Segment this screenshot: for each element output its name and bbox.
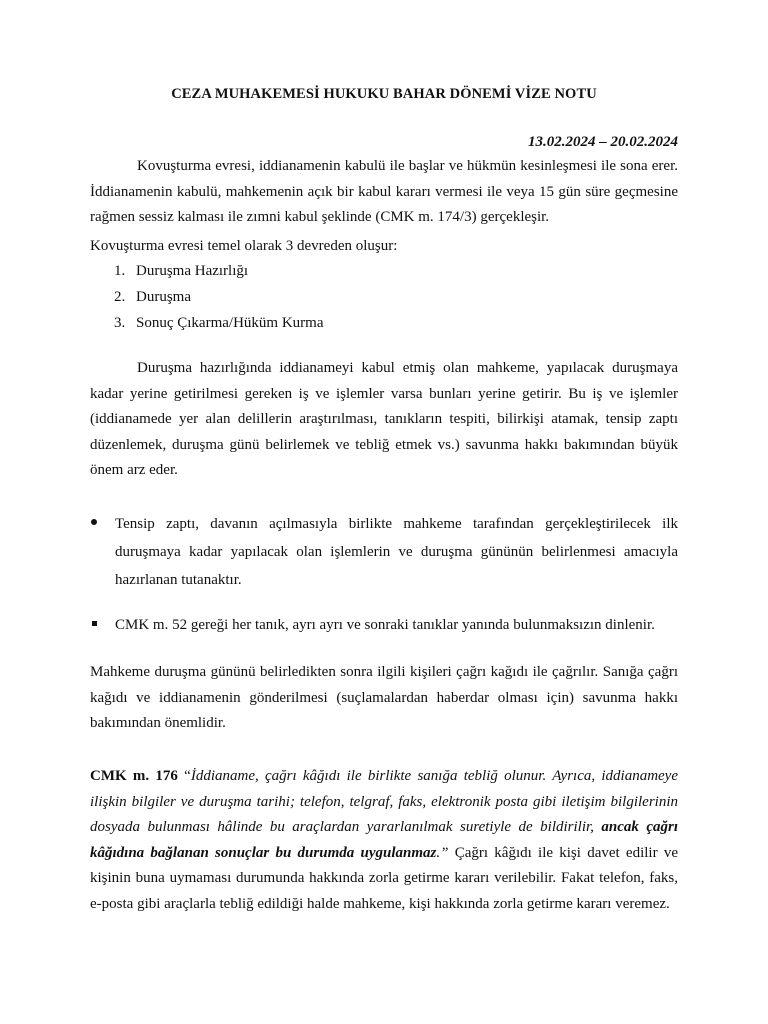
list-item	[114, 284, 323, 310]
cmk176-open-quote: “	[177, 768, 191, 784]
list-item-number: 1.	[114, 263, 126, 279]
cmk176-quote: İddianame, çağrı kâğıdı ile birlikte sanığa tebliğ olunur. Ayrıca, iddianameye ilişkin bilgiler ve duruşma tarihi; telefon, telgraf, faks, elektronik posta gibi iletişim bilgilerinin dosyada bulunması hâlinde bu araçlardan yararlanılmak suretiyle de bildirilir,	[90, 768, 678, 836]
bullet-cmk52-text: CMK m. 52 gereği her tanık, ayrı ayrı ve sonraki tanıklar yanında bulunmaksızın dinlenir.	[115, 617, 655, 633]
list-item-label: Sonuç Çıkarma/Hüküm Kurma	[136, 315, 324, 331]
cmk176-quote-end: .”	[436, 844, 449, 861]
list-item-label: Duruşma	[136, 289, 191, 305]
document-title: CEZA MUHAKEMESİ HUKUKU BAHAR DÖNEMİ VİZE NOTU	[171, 86, 597, 102]
preparation-paragraph: Duruşma hazırlığında iddianameyi kabul etmiş olan mahkeme, yapılacak duruşmaya kadar yerine getirilmesi gereken iş ve işlemler varsa bunları yerine getirir. Bu iş ve işlemler (iddianamede yer alan delillerin araştırılması, tanıkların tespiti, bilirkişi atamak, tensip zaptı düzenlemek, duruşma günü belirlemek ve tebliğ etmek vs.) savunma hakkı bakımından büyük önem arz eder.	[90, 360, 678, 479]
round-bullet-icon	[90, 510, 114, 538]
cmk176-quote-emphasis: ancak çağrı kâğıdına bağlanan sonuçlar bu durumda uygulanmaz	[90, 819, 678, 861]
cmk176-commentary: Çağrı kâğıdı ile kişi davet edilir ve kişinin buna uymaması durumunda hakkında zorla getirme kararı verilebilir. Fakat telefon, faks, e-posta gibi araçlarla tebliğ edildiği halde mahkeme, kişi hakkında zorla getirme kararı veremez.	[90, 844, 678, 912]
phases-list	[114, 258, 323, 336]
bullet-cmk52	[90, 611, 678, 639]
cmk176-reference: CMK m. 176	[90, 768, 178, 784]
summons-paragraph: Mahkeme duruşma gününü belirledikten sonra ilgili kişileri çağrı kağıdı ile çağrılır. Sanığa çağrı kağıdı ve iddianamenin gönderilmesi (suçlamalardan haberdar olması için) savunma hakkı bakımından önemlidir.	[90, 664, 678, 732]
bullet-tensip	[90, 510, 678, 594]
list-item-label: Duruşma Hazırlığı	[136, 263, 249, 279]
date-range: 13.02.2024 – 20.02.2024	[528, 134, 678, 150]
phases-intro: Kovuşturma evresi temel olarak 3 devreden oluşur:	[90, 238, 398, 254]
square-bullet-icon	[90, 611, 114, 639]
bullet-tensip-text: Tensip zaptı, davanın açılmasıyla birlikte mahkeme tarafından gerçekleştirilecek ilk duruşmaya kadar yapılacak olan işlemlerin ve duruşma gününün belirlenmesi amacıyla hazırlanan tutanaktır.	[115, 516, 678, 588]
intro-paragraph: Kovuşturma evresi, iddianamenin kabulü ile başlar ve hükmün kesinleşmesi ile sona erer. İddianamenin kabulü, mahkemenin açık bir kabul kararı vermesi ile veya 15 gün süre geçmesine rağmen sessiz kalması ile zımni kabul şeklinde (CMK m. 174/3) gerçekleşir.	[90, 158, 678, 226]
list-item-number: 2.	[114, 289, 126, 305]
cmk176-paragraph	[90, 764, 678, 918]
list-item	[114, 310, 323, 336]
list-item	[114, 258, 323, 284]
list-item-number: 3.	[114, 315, 126, 331]
